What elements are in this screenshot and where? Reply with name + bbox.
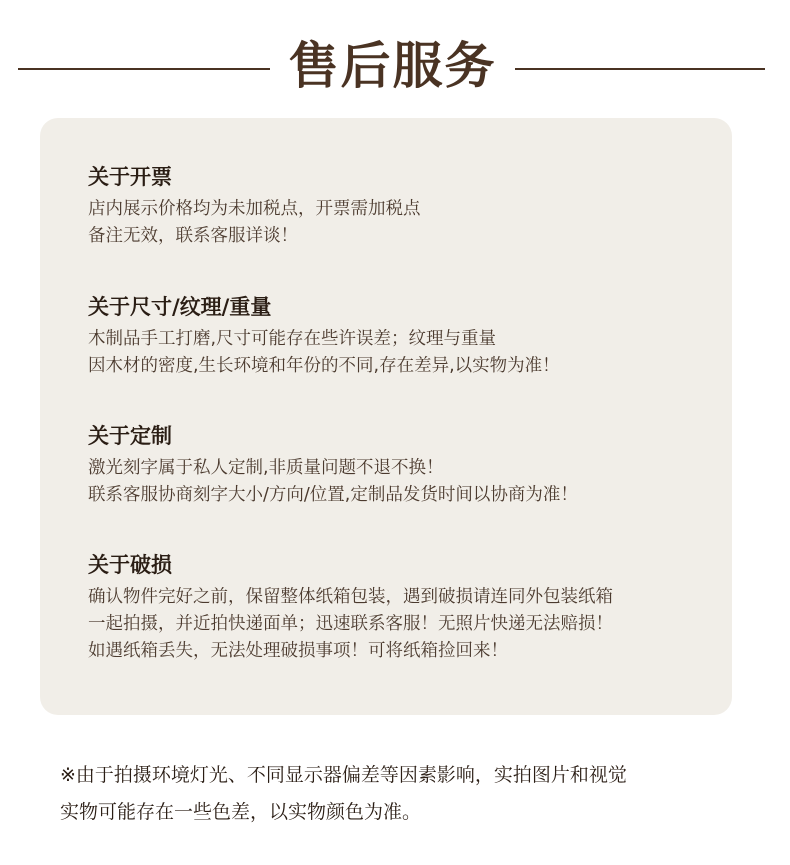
section-line: 一起拍摄，并近拍快递面单；迅速联系客服！无照片快递无法赔损！ <box>88 614 613 634</box>
header-divider-right <box>515 68 765 70</box>
section-line: 备注无效，联系客服详谈！ <box>88 226 298 246</box>
section-line: 联系客服协商刻字大小/方向/位置,定制品发货时间以协商为准！ <box>88 485 578 505</box>
section-body <box>88 584 708 665</box>
section-body <box>88 196 708 250</box>
section-customization <box>88 421 708 509</box>
section-heading: 关于破损 <box>88 553 172 577</box>
section-invoice <box>88 162 708 250</box>
note-line: 实物可能存在一些色差，以实物颜色为准。 <box>60 801 422 823</box>
page-title: 售后服务 <box>288 37 497 95</box>
section-line: 木制品手工打磨,尺寸可能存在些许误差；纹理与重量 <box>88 329 497 349</box>
color-disclaimer-note <box>60 757 740 831</box>
section-size-texture-weight <box>88 292 708 380</box>
note-line: ※由于拍摄环境灯光、不同显示器偏差等因素影响，实拍图片和视觉 <box>60 764 627 786</box>
section-line: 激光刻字属于私人定制,非质量问题不退不换！ <box>88 458 444 478</box>
header-divider-left <box>18 68 270 70</box>
section-heading: 关于尺寸/纹理/重量 <box>88 295 272 319</box>
section-line: 因木材的密度,生长环境和年份的不同,存在差异,以实物为准！ <box>88 356 560 376</box>
section-line: 确认物件完好之前，保留整体纸箱包装，遇到破损请连同外包装纸箱 <box>88 587 613 607</box>
after-sales-card <box>40 118 732 715</box>
section-damage <box>88 550 708 665</box>
section-body <box>88 326 708 380</box>
section-line: 店内展示价格均为未加税点，开票需加税点 <box>88 199 421 219</box>
page-header <box>0 28 790 108</box>
section-heading: 关于定制 <box>88 424 172 448</box>
section-line: 如遇纸箱丢失，无法处理破损事项！可将纸箱捡回来！ <box>88 641 508 661</box>
section-heading: 关于开票 <box>88 165 172 189</box>
section-body <box>88 455 708 509</box>
